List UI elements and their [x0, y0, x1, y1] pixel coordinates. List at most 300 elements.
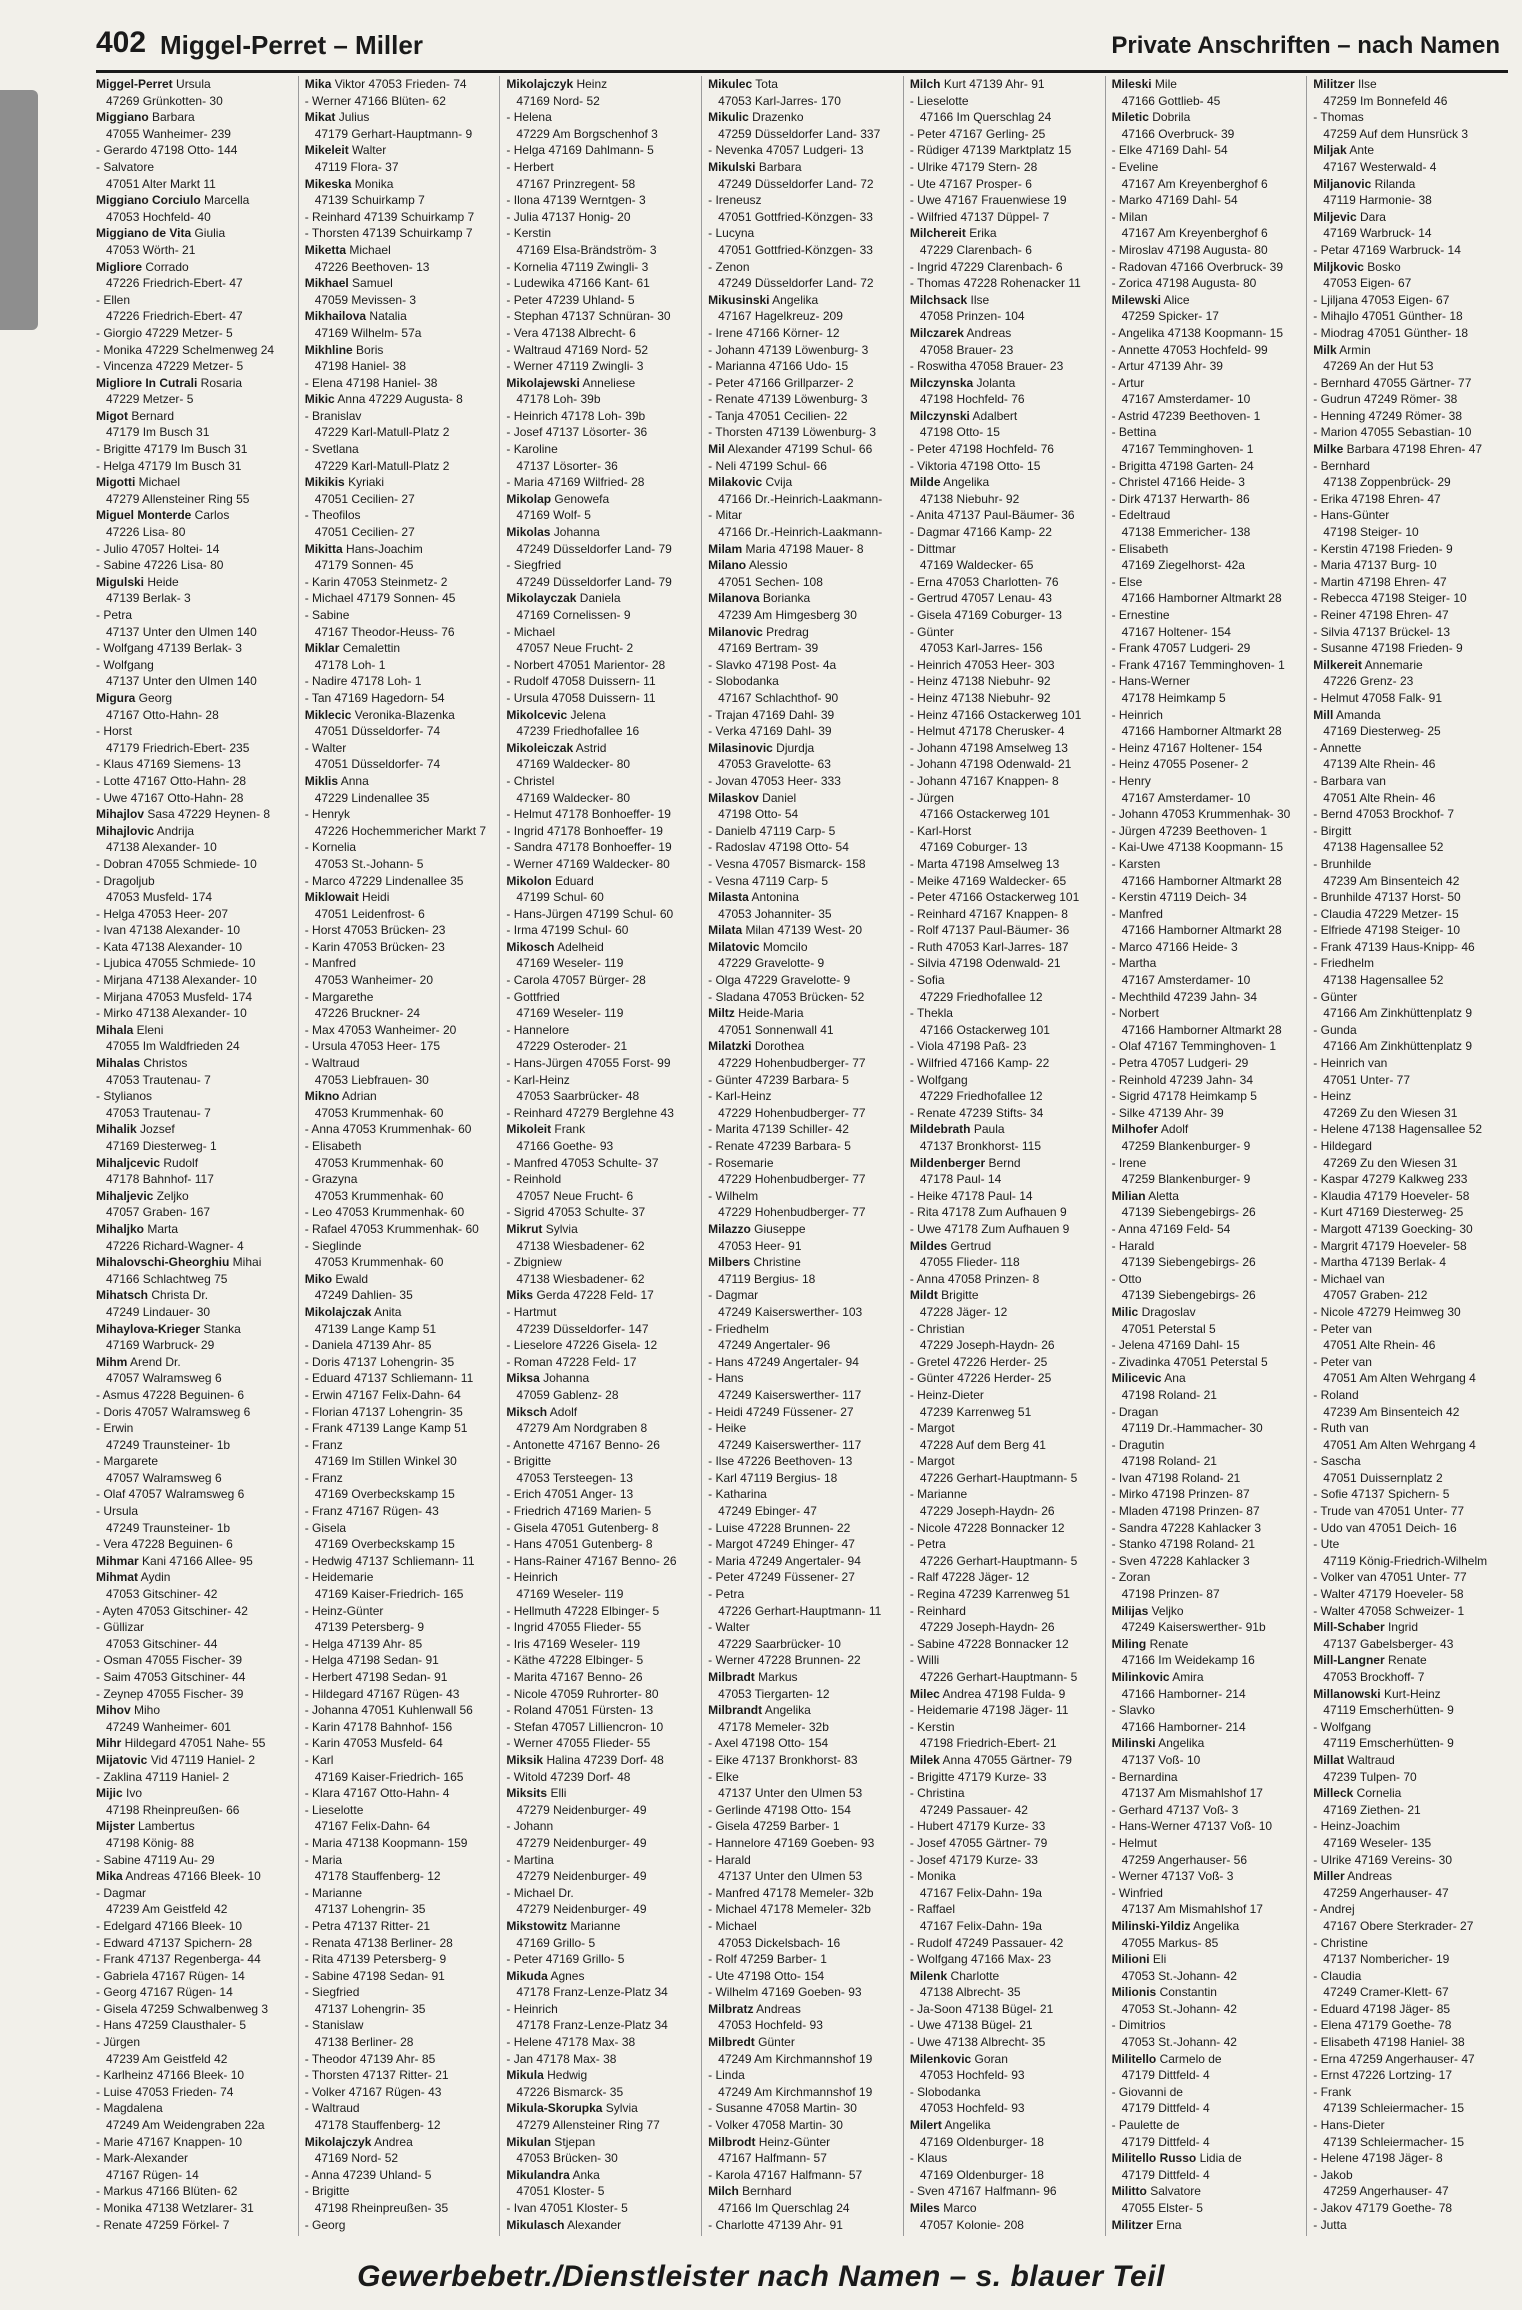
listing-entry: - Roland	[1313, 1387, 1359, 1402]
listing-entry: - Renate 47259 Förkel- 7	[96, 2217, 230, 2232]
listing-entry: - Hildegard	[1313, 1139, 1372, 1153]
listing-entry: Mikulec Tota	[708, 77, 778, 91]
listing-entry: - Wolfgang	[909, 1072, 968, 1087]
listing-entry: - Hans-Jürgen 47199 Schul- 60	[506, 906, 674, 921]
listing-entry: 47167 Otto-Hahn- 28	[106, 707, 219, 722]
listing-entry: Milasta Antonina	[708, 890, 799, 905]
listing-entry: - Mladen 47198 Prinzen- 87	[1111, 1504, 1260, 1519]
listing-entry: - Astrid 47239 Beethoven- 1	[1111, 408, 1261, 423]
listing-entry: - Lotte 47167 Otto-Hahn- 28	[96, 773, 247, 788]
listing-entry: - Wilfried 47166 Kamp- 22	[909, 1056, 1050, 1071]
listing-entry: - Dragoljub	[96, 873, 155, 888]
listing-entry: - Miodrag 47051 Günther- 18	[1313, 325, 1469, 340]
listing-entry: - Heinrich 47178 Loh- 39b	[506, 408, 646, 423]
listing-entry: 47239 Am Binsenteich 42	[1323, 873, 1460, 888]
listing-entry: - Kerstin 47119 Deich- 34	[1111, 890, 1247, 905]
listing-entry: - Herbert	[506, 159, 554, 174]
listing-entry: - Petra	[96, 608, 133, 622]
listing-entry: - Renate 47139 Löwenburg- 3	[708, 392, 868, 407]
listing-entry: - Christian	[909, 1321, 965, 1336]
listing-entry: - Karoline	[506, 442, 558, 457]
listing-entry: Mill Amanda	[1313, 707, 1381, 722]
listing-entry: 47138 Niebuhr- 92	[919, 491, 1020, 506]
listing-entry: - Sven 47228 Kahlacker 3	[1111, 1553, 1250, 1568]
listing-entry: Miklowait Heidi	[304, 890, 390, 905]
listing-entry: 47166 Hamborner- 214	[1121, 1719, 1246, 1734]
listing-entry: 47051 Gottfried-Könzgen- 33	[718, 242, 873, 257]
listing-entry: Milatzki Dorothea	[708, 1039, 805, 1054]
listing-entry: Mikusinski Angelika	[708, 292, 819, 307]
listing-entry: - Peter 47239 Uhland- 5	[506, 292, 635, 307]
listing-entry: - Helga 47139 Ahr- 85	[304, 1636, 423, 1651]
listing-entry: Mikolajczyk Heinz	[506, 77, 608, 91]
listing-entry: - Radovan 47166 Overbruck- 39	[1111, 259, 1283, 274]
listing-entry: 47139 Berlak- 3	[106, 591, 191, 606]
listing-entry: - Markus 47166 Blüten- 62	[96, 2184, 238, 2199]
listing-entry: - Gunda	[1313, 1022, 1357, 1037]
listing-entry: 47169 Bertram- 39	[718, 641, 819, 656]
listing-entry: 47279 Neidenburger- 49	[516, 1835, 647, 1850]
listing-entry: - Karl	[304, 1752, 334, 1767]
listing-entry: - Christel	[506, 773, 555, 788]
listing-entry: - Elisabeth 47198 Haniel- 38	[1313, 2035, 1465, 2050]
listing-entry: Mikolajczyk Andrea	[304, 2134, 413, 2149]
listing-entry: Mikstowitz Marianne	[506, 1918, 621, 1933]
listing-entry: Milioni Eli	[1111, 1952, 1167, 1967]
listing-entry: 47226 Gerhart-Hauptmann- 5	[919, 1670, 1078, 1684]
listing-entry: Miklis Anna	[304, 773, 369, 788]
listing-entry: - Dagmar 47166 Kamp- 22	[909, 525, 1052, 540]
listing-entry: 47269 Zu den Wiesen 31	[1323, 1155, 1458, 1170]
listing-entry: 47119 Emscherhütten- 9	[1323, 1736, 1454, 1751]
listing-entry: Milczynska Jolanta	[909, 375, 1016, 390]
listing-entry: 47137 Lösorter- 36	[516, 458, 618, 473]
listing-entry: - Thomas 47228 Rohenacker 11	[909, 276, 1081, 291]
listing-entry: Mihala Eleni	[96, 1022, 164, 1037]
listing-entry: 47167 Am Kreyenberghof 6	[1121, 176, 1268, 191]
listing-entry: - Winfried	[1111, 1885, 1163, 1900]
listing-entry: - Siegfried	[506, 558, 562, 573]
listing-entry: 47051 Peterstal 5	[1121, 1321, 1216, 1336]
listing-entry: 47051 Sonnenwall 41	[718, 1022, 834, 1037]
listing-entry: 47279 Allensteiner Ring 77	[516, 2118, 660, 2133]
listing-entry: - Waltraud	[304, 1056, 360, 1071]
listing-entry: - Dobran 47055 Schmiede- 10	[96, 856, 257, 871]
listing-entry: - Maria 47138 Koopmann- 159	[304, 1835, 468, 1850]
listing-entry: Miling Renate	[1111, 1636, 1189, 1651]
listing-entry: - Hannelore	[506, 1022, 570, 1037]
listing-column	[1306, 76, 1508, 2236]
listing-entry: - Heidemarie 47198 Jäger- 11	[909, 1703, 1069, 1718]
listing-entry: 47137 Bronkhorst- 115	[919, 1139, 1042, 1153]
listing-entry: - Julia 47137 Honig- 20	[506, 209, 631, 224]
listing-entry: - Mirko 47198 Prinzen- 87	[1111, 1487, 1250, 1502]
listing-entry: Migulski Heide	[96, 574, 179, 589]
listing-entry: - Bernhard	[1313, 458, 1370, 473]
listing-entry: 47167 Am Kreyenberghof 6	[1121, 226, 1268, 241]
listing-entry: Mikula-Skorupka Sylvia	[506, 2101, 638, 2116]
listing-entry: 47249 Düsseldorfer Land- 79	[516, 574, 672, 589]
listing-entry: - Hans-Rainer 47167 Benno- 26	[506, 1553, 677, 1568]
listing-entry: Millanowski Kurt-Heinz	[1313, 1686, 1441, 1701]
listing-entry: 47166 Im Weidekamp 16	[1121, 1653, 1255, 1668]
listing-entry: - Volker 47058 Martin- 30	[708, 2118, 843, 2133]
listing-entry: - Mirjana 47138 Alexander- 10	[96, 973, 257, 988]
listing-entry: - Petra 47057 Ludgeri- 29	[1111, 1056, 1249, 1071]
listing-entry: - Renata 47138 Berliner- 28	[304, 1935, 453, 1950]
listing-entry: - Henry	[1111, 773, 1151, 788]
listing-entry: 47169 Overbeckskamp 15	[314, 1487, 455, 1502]
listing-entry: Miles Marco	[909, 2201, 977, 2215]
listing-entry: 47057 Kolonie- 208	[919, 2217, 1024, 2232]
listing-entry: - Andrej	[1313, 1902, 1355, 1917]
listing-entry: - Frank 47139 Haus-Knipp- 46	[1313, 939, 1475, 954]
listing-entry: 47053 Brücken- 30	[516, 2151, 618, 2166]
listing-entry: - Karsten	[1111, 856, 1161, 871]
listing-entry: 47259 Spicker- 17	[1121, 309, 1219, 324]
listing-entry: - Thorsten 47137 Ritter- 21	[304, 2068, 449, 2083]
listing-entry: 47169 Weseler- 135	[1323, 1835, 1432, 1850]
listing-entry: 47053 Karl-Jarres- 170	[718, 93, 841, 108]
listing-entry: - Karl-Heinz	[708, 1089, 772, 1104]
listing-entry: - Wilfried 47137 Düppel- 7	[909, 209, 1050, 224]
listing-entry: - Gerhard 47137 Voß- 3	[1111, 1802, 1239, 1817]
listing-entry: 47051 Alte Rhein- 46	[1323, 790, 1436, 805]
listing-entry: - Helmut	[1111, 1835, 1157, 1850]
listing-entry: - Stephan 47137 Schnüran- 30	[506, 309, 671, 324]
listing-entry: - Michael	[506, 624, 556, 639]
listing-entry: 47138 Alexander- 10	[106, 840, 217, 855]
listing-entry: - Hildegard 47167 Rügen- 43	[304, 1686, 460, 1701]
listing-entry: 47249 Düsseldorfer Land- 79	[516, 541, 672, 556]
listing-entry: Milbredt Günter	[708, 2035, 795, 2050]
listing-entry: - Martha	[1111, 956, 1157, 971]
listing-entry: - Stefan 47057 Lilliencron- 10	[506, 1719, 664, 1734]
listing-entry: Milert Angelika	[909, 2118, 991, 2133]
listing-entry: Mihalik Jozsef	[96, 1122, 175, 1137]
listing-entry: - Herbert 47198 Sedan- 91	[304, 1670, 448, 1684]
listing-entry: - Margarethe	[304, 989, 374, 1004]
listing-entry: - Michael	[708, 1918, 757, 1933]
listing-entry: - Erwin 47167 Felix-Dahn- 64	[304, 1387, 461, 1402]
listing-entry: - Reinhard 47139 Schuirkamp 7	[304, 209, 475, 224]
listing-entry: - Josef 47137 Lösorter- 36	[506, 425, 648, 440]
listing-entry: - Thorsten 47139 Löwenburg- 3	[708, 425, 877, 440]
listing-entry: - Irene 47166 Körner- 12	[708, 325, 840, 340]
listing-entry: 47053 Hochfeld- 40	[106, 209, 211, 224]
listing-entry: Migura Georg	[96, 690, 173, 705]
listing-entry: - Sabine 47226 Lisa- 80	[96, 558, 224, 573]
listing-entry: - Nicole 47228 Bonnacker 12	[909, 1520, 1065, 1535]
listing-entry: 47249 Düsseldorfer Land- 72	[718, 276, 874, 291]
listing-entry: 47169 Ziethen- 21	[1323, 1802, 1421, 1817]
listing-entry: 47138 Berliner- 28	[314, 2035, 414, 2050]
listing-entry: - Karl 47119 Bergius- 18	[708, 1470, 838, 1485]
listing-entry: - Helga 47179 Im Busch 31	[96, 458, 242, 473]
listing-entry: 47119 Bergius- 18	[718, 1271, 816, 1286]
listing-entry: - Peter 47169 Grillo- 5	[506, 1952, 625, 1967]
listing-entry: - Renate 47239 Barbara- 5	[708, 1139, 851, 1153]
listing-entry: Mihalas Christos	[96, 1056, 188, 1071]
listing-entry: - Helmut 47058 Falk- 91	[1313, 690, 1443, 705]
listing-entry: 47239 Am Geistfeld 42	[106, 2051, 228, 2066]
listing-entry: 47059 Mevissen- 3	[314, 292, 417, 307]
listing-entry: - Ernst 47226 Lortzing- 17	[1313, 2068, 1453, 2083]
listing-entry: 47139 Schuirkamp 7	[314, 193, 425, 208]
listing-entry: - Renate 47239 Stifts- 34	[909, 1105, 1044, 1120]
listing-entry: 47179 Sonnen- 45	[314, 558, 414, 573]
listing-entry: - Dragutin	[1111, 1437, 1165, 1452]
listing-entry: 47051 Alter Markt 11	[106, 176, 216, 191]
listing-entry: - Petra 47137 Ritter- 21	[304, 1918, 431, 1933]
listing-entry: - Zbigniew	[506, 1255, 562, 1270]
listing-entry: - Artur	[1111, 375, 1145, 390]
listing-entry: - Sven 47167 Halfmann- 96	[909, 2184, 1057, 2199]
listing-entry: Militzer Erna	[1111, 2217, 1182, 2232]
listing-entry: - Helga 47198 Sedan- 91	[304, 1653, 439, 1668]
listing-entry: - Kornelia	[304, 840, 357, 855]
listing-entry: Mikulan Stjepan	[506, 2134, 596, 2149]
listing-entry: 47119 Dr.-Hammacher- 30	[1121, 1421, 1263, 1436]
listing-entry: 47169 Diesterweg- 25	[1323, 724, 1441, 739]
listing-entry: 47167 Prinzregent- 58	[516, 176, 636, 191]
listing-entry: - Eduard 47137 Schliemann- 11	[304, 1371, 474, 1386]
listing-entry: - Milan	[1111, 209, 1148, 224]
listing-entry: - Dimitrios	[1111, 2018, 1166, 2033]
listing-entry: - Susanne 47058 Martin- 30	[708, 2101, 857, 2116]
listing-entry: - Elfriede 47198 Steiger- 10	[1313, 923, 1461, 938]
listing-entry: 47169 Weseler- 119	[516, 1587, 624, 1602]
listing-entry: 47178 Stauffenberg- 12	[314, 2118, 441, 2133]
listing-entry: 47178 Loh- 39b	[516, 392, 601, 407]
listing-entry: - Ilona 47139 Werntgen- 3	[506, 193, 646, 208]
listing-entry: 47166 Hamborner- 214	[1121, 1686, 1246, 1701]
listing-entry: 47229 Hohenbudberger- 77	[718, 1056, 866, 1071]
listing-entry: - Leo 47053 Krummenhak- 60	[304, 1205, 465, 1220]
listing-entry: - Brigitta 47198 Garten- 24	[1111, 458, 1254, 473]
listing-column	[903, 76, 1106, 2236]
listing-entry: - Ursula	[96, 1504, 139, 1519]
listing-entry: Milde Angelika	[909, 475, 990, 490]
listing-entry: 47228 Auf dem Berg 41	[919, 1437, 1046, 1452]
listing-entry: 47226 Gerhart-Hauptmann- 11	[718, 1603, 882, 1618]
listing-entry: - Kornelia 47119 Zwingli- 3	[506, 259, 649, 274]
listing-entry: 47119 Flora- 37	[314, 159, 399, 174]
listing-entry: - Uwe 47178 Zum Aufhauen 9	[909, 1221, 1070, 1236]
listing-entry: 47178 Heimkamp 5	[1121, 690, 1226, 705]
listing-entry: - Erna 47053 Charlotten- 76	[909, 574, 1059, 589]
listing-entry: - Ireneusz	[708, 193, 762, 208]
listing-entry: Milczarek Andreas	[909, 325, 1012, 340]
listing-entry: 47239 Am Binsenteich 42	[1323, 1404, 1460, 1419]
listing-entry: - Margarete	[96, 1454, 159, 1469]
listing-entry: - Osman 47055 Fischer- 39	[96, 1653, 243, 1668]
listing-entry: 47226 Hochemmericher Markt 7	[314, 823, 487, 838]
listing-entry: - Mark-Alexander	[96, 2151, 189, 2166]
listing-entry: - Marianne	[909, 1487, 968, 1502]
listing-entry: - Martha 47139 Berlak- 4	[1313, 1255, 1447, 1270]
listing-entry: 47169 Wolf- 5	[516, 508, 591, 523]
listing-entry: 47055 Im Waldfrieden 24	[106, 1039, 240, 1054]
listing-entry: - Else	[1111, 574, 1143, 589]
listing-entry: - Rüdiger 47139 Marktplatz 15	[909, 143, 1072, 158]
listing-entry: 47229 Lindenallee 35	[314, 790, 430, 805]
section-title: Private Anschriften – nach Namen	[1111, 32, 1500, 59]
listing-entry: - Annette 47053 Hochfeld- 99	[1111, 342, 1268, 357]
listing-entry: - Helga 47053 Heer- 207	[96, 906, 229, 921]
listing-entry: - Viola 47198 Paß- 23	[909, 1039, 1027, 1054]
listing-entry: - Grazyna	[304, 1172, 358, 1187]
listing-entry: 47229 Am Borgschenhof 3	[516, 126, 658, 141]
listing-entry: Milakovic Cvija	[708, 475, 793, 490]
listing-entry: 47179 Im Busch 31	[106, 425, 210, 440]
listing-entry: Miggiano de Vita Giulia	[96, 226, 226, 241]
listing-entry: 47051 Kloster- 5	[516, 2184, 605, 2199]
listing-entry: 47053 Johanniter- 35	[718, 906, 832, 921]
listing-entry: Milbratz Andreas	[708, 2001, 801, 2016]
listing-entry: - Waltraud	[304, 2101, 360, 2116]
listing-entry: - Miroslav 47198 Augusta- 80	[1111, 242, 1268, 257]
listing-entry: - Reinhold 47239 Jahn- 34	[1111, 1072, 1253, 1087]
listing-entry: - Rita 47139 Petersberg- 9	[304, 1952, 447, 1967]
listing-entry: - Helene 47138 Hagensallee 52	[1313, 1122, 1483, 1137]
listing-entry: - Johann	[506, 1819, 554, 1834]
listing-entry: - Iris 47169 Weseler- 119	[506, 1636, 641, 1651]
listing-entry	[1112, 2233, 1308, 2236]
listing-entry: 47055 Wanheimer- 239	[106, 126, 231, 141]
listing-entry: 47053 Brockhoff- 7	[1323, 1670, 1425, 1684]
listing-entry: - Lieselotte	[909, 93, 969, 108]
listing-entry: - Antonette 47167 Benno- 26	[506, 1437, 660, 1452]
listing-entry: Mill-Schaber Ingrid	[1313, 1620, 1418, 1635]
listing-entry: 47053 Karl-Jarres- 156	[919, 641, 1043, 656]
listing-entry: - Zivadinka 47051 Peterstal 5	[1111, 1354, 1268, 1369]
listing-entry: 47166 Overbruck- 39	[1121, 126, 1235, 141]
listing-entry: - Ralf 47228 Jäger- 12	[909, 1570, 1030, 1585]
listing-entry: 47226 Grenz- 23	[1323, 674, 1414, 689]
listing-entry: - Frank 47167 Temminghoven- 1	[1111, 657, 1285, 672]
listing-entry: - Heinz 47167 Holtener- 154	[1111, 740, 1263, 755]
listing-entry: - Heinrich	[506, 1570, 558, 1585]
listing-entry: - Max 47053 Wanheimer- 20	[304, 1022, 457, 1037]
listing-columns	[96, 76, 1508, 2236]
listing-entry: 47198 Friedrich-Ebert- 21	[919, 1736, 1057, 1751]
listing-entry: Mihajlov Sasa 47229 Heynen- 8	[96, 807, 271, 822]
listing-entry: - Ernestine	[1111, 608, 1170, 622]
listing-entry: 47269 Grünkotten- 30	[106, 93, 223, 108]
listing-entry: 47057 Walramsweg 6	[106, 1371, 222, 1386]
listing-entry: 47169 Weseler- 119	[516, 1006, 624, 1021]
listing-entry: 47167 Obere Sterkrader- 27	[1323, 1918, 1474, 1933]
listing-entry: - Regina 47239 Karrenweg 51	[909, 1587, 1070, 1602]
listing-entry: - Brigitte 47179 Kurze- 33	[909, 1769, 1047, 1784]
listing-entry: - Paulette de	[1111, 2118, 1180, 2133]
listing-entry: - Ute	[1313, 1537, 1340, 1552]
listing-entry: - Sofie 47137 Spichern- 5	[1313, 1487, 1450, 1502]
listing-entry: - Helga 47169 Dahlmann- 5	[506, 143, 654, 158]
listing-entry: - Maria 47137 Burg- 10	[1313, 558, 1437, 573]
listing-entry: - Heike	[708, 1421, 747, 1436]
listing-entry: Miller Andreas	[1313, 1869, 1392, 1884]
listing-entry: - Peter van	[1313, 1354, 1372, 1369]
listing-entry: Miksa Johanna	[506, 1371, 590, 1386]
listing-entry: - Otto	[1111, 1271, 1142, 1286]
listing-entry: 47166 Hamborner Altmarkt 28	[1121, 873, 1282, 888]
listing-entry: 47053 Tersteegen- 13	[516, 1470, 633, 1485]
listing-entry: 47169 Weseler- 119	[516, 956, 624, 971]
listing-entry: 47138 Wiesbadener- 62	[516, 1271, 645, 1286]
listing-entry: - Johann 47167 Knappen- 8	[909, 773, 1059, 788]
listing-entry: - Karin 47178 Bahnhof- 156	[304, 1719, 453, 1734]
listing-entry: 47167 Amsterdamer- 10	[1121, 973, 1251, 988]
listing-entry: 47249 Dahlien- 35	[314, 1288, 413, 1303]
listing-entry: 47119 König-Friedrich-Wilhelm	[1323, 1553, 1488, 1568]
listing-entry: - Heinrich 47053 Heer- 303	[909, 657, 1055, 672]
listing-entry: - Giorgio 47229 Metzer- 5	[96, 325, 233, 340]
listing-entry: 47178 Bahnhof- 117	[106, 1172, 214, 1187]
listing-entry: Milbradt Markus	[708, 1670, 798, 1684]
listing-entry: - Günter 47239 Barbara- 5	[708, 1072, 849, 1087]
listing-entry: - Doris 47137 Lohengrin- 35	[304, 1354, 455, 1369]
listing-entry: - Ulrike 47169 Vereins- 30	[1313, 1852, 1453, 1867]
listing-entry: 47167 Amsterdamer- 10	[1121, 392, 1251, 407]
listing-entry: 47167 Felix-Dahn- 64	[314, 1819, 431, 1834]
listing-entry: - Elisabeth	[304, 1139, 362, 1153]
listing-entry: 47167 Westerwald- 4	[1323, 159, 1437, 174]
listing-entry: - Johann 47053 Krummenhak- 30	[1111, 807, 1291, 822]
listing-entry: Miketta Michael	[304, 242, 391, 257]
listing-entry: - Klaus	[909, 2151, 948, 2166]
listing-entry: Milanovic Predrag	[708, 624, 809, 639]
listing-entry: 47053 Hochfeld- 93	[718, 2018, 823, 2033]
listing-entry: - Gisela 47169 Coburger- 13	[909, 608, 1062, 622]
listing-entry: Miljanovic Rilanda	[1313, 176, 1416, 191]
listing-entry: 47228 Jäger- 12	[919, 1304, 1008, 1319]
listing-entry: - Lucyna	[708, 226, 755, 241]
listing-entry: - Heinrich	[506, 2001, 558, 2016]
listing-entry: Miguel Monterde Carlos	[96, 508, 230, 523]
listing-entry: 47053 Hochfeld- 93	[919, 2068, 1025, 2083]
listing-entry: - Gerlinde 47198 Otto- 154	[708, 1802, 851, 1817]
listing-entry: - Wolfgang	[1313, 1719, 1372, 1734]
listing-entry: 47259 Blankenburger- 9	[1121, 1139, 1251, 1153]
footer-note: Gewerbebetr./Dienstleister nach Namen – s. blauer Teil	[357, 2260, 1165, 2293]
listing-entry: Mikeska Monika	[304, 176, 394, 191]
listing-entry: - Witold 47239 Dorf- 48	[506, 1769, 631, 1784]
listing-entry: 47229 Joseph-Haydn- 26	[919, 1620, 1055, 1635]
listing-entry: - Sandra 47178 Bonhoeffer- 19	[506, 840, 672, 855]
listing-entry: - Asmus 47228 Beguinen- 6	[96, 1387, 245, 1402]
listing-entry: Mihaljevic Zeljko	[96, 1188, 189, 1203]
listing-entry: 47259 Blankenburger- 9	[1121, 1172, 1251, 1187]
listing-entry: - Sladana 47053 Brücken- 52	[708, 989, 865, 1004]
listing-entry: - Edward 47137 Spichern- 28	[96, 1935, 253, 1950]
listing-entry: 47249 Am Weidengraben 22a	[106, 2118, 265, 2133]
listing-entry: 47051 Cecilien- 27	[314, 491, 415, 506]
listing-entry: 47239 Tulpen- 70	[1323, 1769, 1417, 1784]
listing-entry: Milbrodt Heinz-Günter	[708, 2134, 831, 2149]
listing-entry: 47249 Kaiserswerther- 117	[718, 1387, 862, 1402]
listing-entry: - Ingrid 47055 Flieder- 55	[506, 1620, 642, 1635]
listing-entry: - Manfred	[1111, 906, 1163, 921]
listing-column	[96, 76, 292, 2236]
listing-entry: 47226 Friedrich-Ebert- 47	[106, 309, 243, 324]
listing-entry: - Kurt 47169 Diesterweg- 25	[1313, 1205, 1464, 1220]
listing-entry: Miljevic Dara	[1313, 209, 1386, 224]
listing-entry: 47229 Joseph-Haydn- 26	[919, 1338, 1055, 1353]
listing-entry: 47057 Graben- 212	[1323, 1288, 1428, 1303]
listing-entry: Mijatovic Vid 47119 Haniel- 2	[96, 1752, 255, 1767]
